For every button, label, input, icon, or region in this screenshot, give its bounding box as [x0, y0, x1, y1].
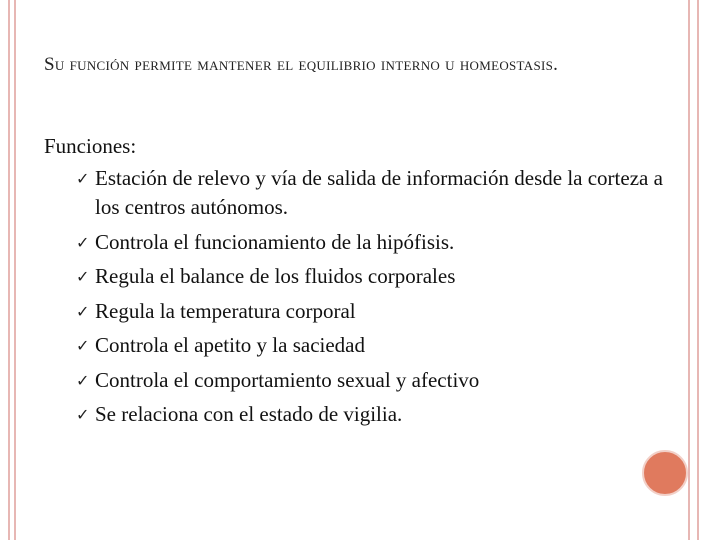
slide-title: Su función permite mantener el equilibrio interno u homeostasis.: [44, 54, 559, 75]
list-item: [44, 297, 664, 326]
decorative-circle: [642, 450, 688, 496]
list-item-text: Se relaciona con el estado de vigilia.: [95, 402, 403, 426]
list-item: [44, 228, 664, 257]
functions-list: [44, 164, 664, 429]
checkmark-icon: ✓: [76, 370, 90, 390]
list-item: [44, 262, 664, 291]
list-item-text: Controla el apetito y la saciedad: [95, 333, 365, 357]
checkmark-icon: ✓: [76, 405, 90, 424]
list-item-text: Controla el funcionamiento de la hipófisis.: [95, 229, 455, 254]
checkmark-icon: ✓: [76, 169, 90, 188]
list-item: [44, 400, 664, 429]
list-item-text: Controla el comportamiento sexual y afectivo: [95, 367, 480, 392]
checkmark-icon: ✓: [76, 232, 90, 252]
checkmark-icon: ✓: [76, 336, 90, 355]
checkmark-icon: ✓: [76, 301, 90, 321]
list-item-text: Estación de relevo y vía de salida de información desde la corteza a los centros autónomos.: [95, 166, 663, 219]
functions-heading: Funciones:: [44, 134, 137, 158]
list-item-text: Regula la temperatura corporal: [95, 298, 356, 323]
checkmark-icon: ✓: [76, 267, 90, 286]
list-item-text: Regula el balance de los fluidos corporales: [95, 264, 456, 288]
content-area: [44, 132, 664, 435]
right-border-line-outer: [697, 0, 699, 540]
list-item: [44, 366, 664, 395]
right-border-line-inner: [688, 0, 690, 540]
left-border-line-outer: [8, 0, 10, 540]
list-item: [44, 164, 664, 222]
list-item: [44, 331, 664, 360]
left-border-line-inner: [14, 0, 16, 540]
